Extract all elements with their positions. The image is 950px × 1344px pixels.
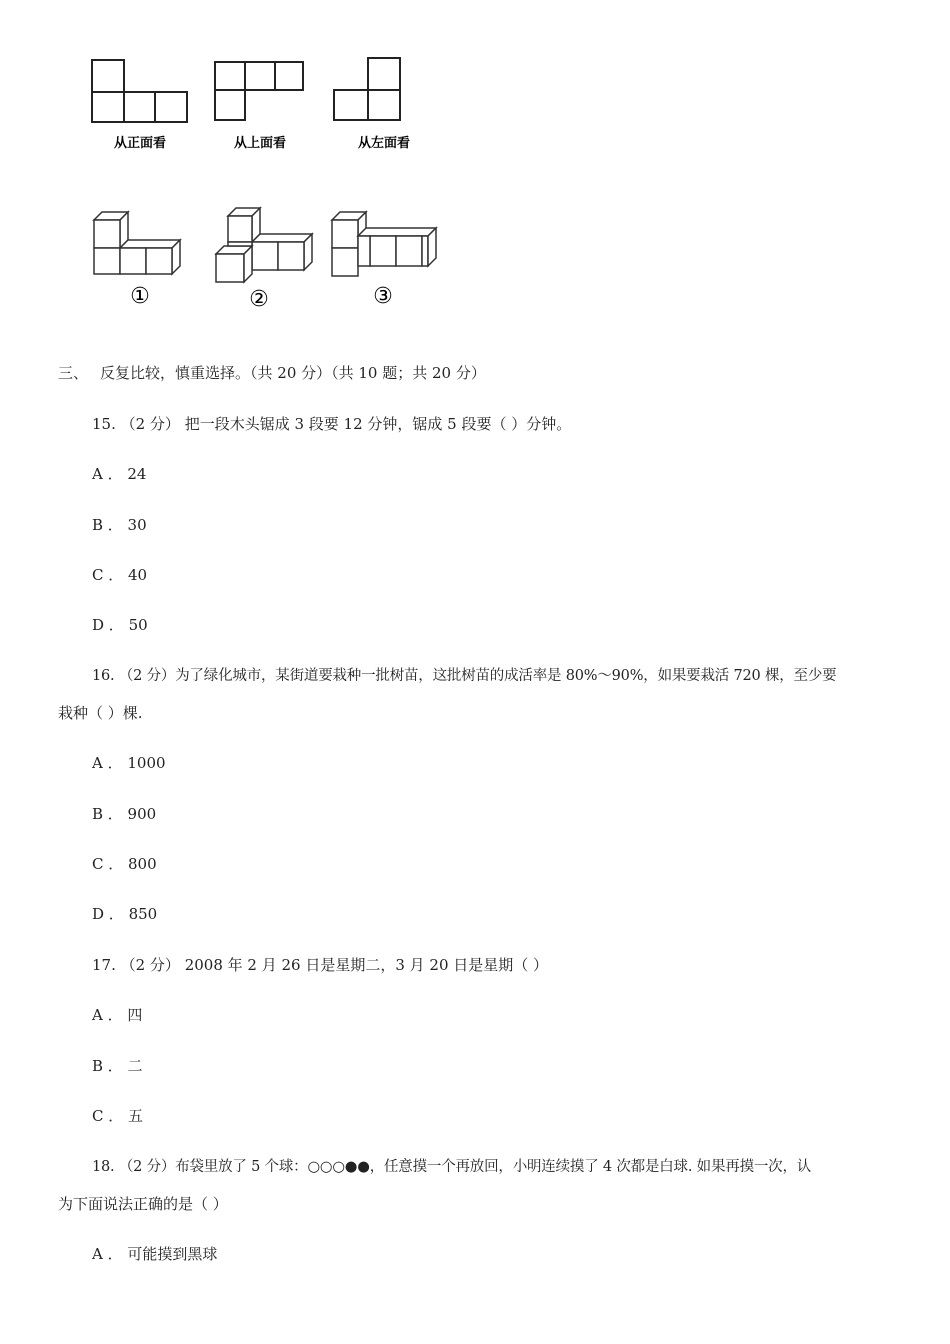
question-17-option-a[interactable]: A ． 四 [92, 1006, 143, 1024]
question-16-option-c[interactable]: C ． 800 [92, 855, 157, 873]
left-view-label: 从左面看 [357, 136, 411, 151]
question-16-stem-line1: 16. （2 分）为了绿化城市，某街道要栽种一批树苗，这批树苗的成活率是 80%～90%，如果要栽活 720 棵，至少要 [92, 668, 837, 684]
option-2-label: ② [249, 287, 269, 312]
cube-option-1 [94, 212, 180, 274]
question-17-stem: 17. （2 分） 2008 年 2 月 26 日是星期二，3 月 20 日是星期（ ） [92, 956, 549, 974]
three-views-figure [80, 50, 440, 160]
top-view-shape [215, 62, 303, 120]
option-3-label: ③ [373, 284, 393, 309]
question-18-option-a[interactable]: A ． 可能摸到黑球 [92, 1245, 218, 1263]
section-number: 三、 [58, 364, 89, 382]
question-16-option-d[interactable]: D ． 850 [92, 905, 158, 923]
question-16-option-a[interactable]: A ． 1000 [92, 754, 166, 772]
question-15-option-a[interactable]: A ． 24 [92, 465, 147, 483]
question-16-option-b[interactable]: B ． 900 [92, 805, 157, 823]
front-view-label: 从正面看 [113, 136, 167, 151]
question-15-option-d[interactable]: D ． 50 [92, 616, 148, 634]
question-15-option-b[interactable]: B ． 30 [92, 516, 147, 534]
question-18-stem-line2: 为下面说法正确的是（ ） [58, 1195, 228, 1213]
question-18-stem-line1: 18. （2 分）布袋里放了 5 个球：○○○●●，任意摸一个再放回，小明连续摸了 4 次都是白球. 如果再摸一次，认 [92, 1159, 812, 1175]
front-view-shape [92, 60, 187, 122]
cube-options-figure [80, 200, 450, 315]
question-16-stem-line2: 栽种（ ）棵. [58, 704, 143, 722]
top-view-label: 从上面看 [233, 136, 287, 151]
question-15-stem: 15. （2 分） 把一段木头锯成 3 段要 12 分钟，锯成 5 段要（ ）分钟。 [92, 415, 572, 433]
cube-option-3 [332, 212, 436, 276]
question-17-option-b[interactable]: B ． 二 [92, 1057, 143, 1075]
section-title: 反复比较，慎重选择。（共 20 分）（共 10 题；共 20 分） [100, 364, 486, 382]
cube-option-2 [216, 208, 312, 282]
option-1-label: ① [130, 284, 150, 309]
left-view-shape [334, 58, 400, 120]
question-15-option-c[interactable]: C ． 40 [92, 566, 148, 584]
question-17-option-c[interactable]: C ． 五 [92, 1107, 144, 1125]
